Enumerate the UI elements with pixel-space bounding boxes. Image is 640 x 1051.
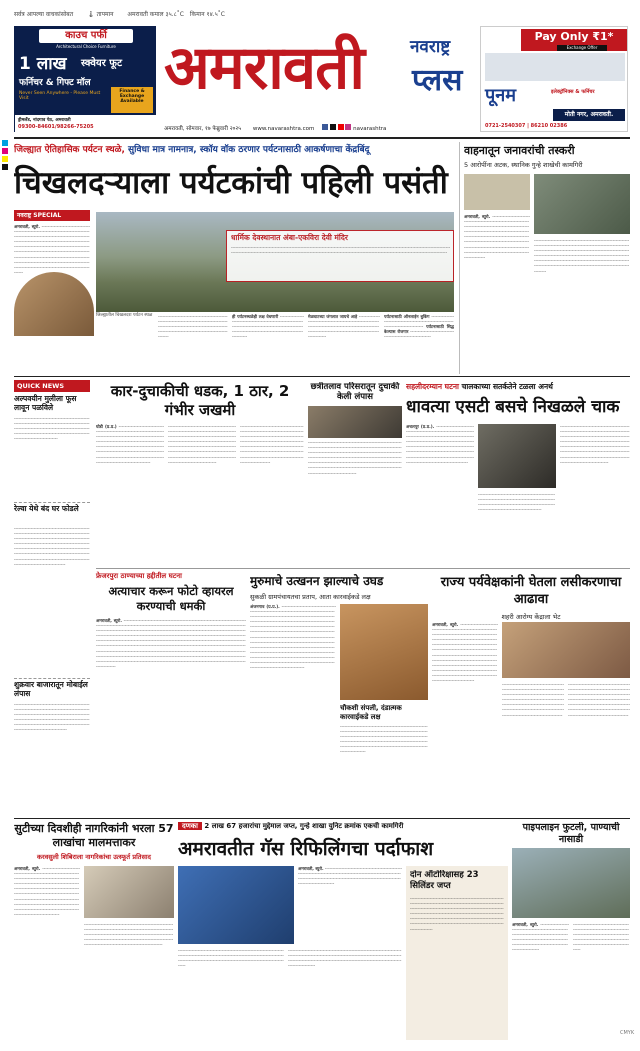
youtube-icon[interactable] (338, 124, 344, 130)
section-rule-3 (14, 818, 630, 819)
cmyk-registration-left (2, 140, 8, 172)
bus-story-body-col2: --------------------------------------------------------------------------------------------------------------------------------------------------------------------------------------------------- (478, 492, 556, 513)
bus-story-kicker: चालकाच्या सतर्कतेने टळला अनर्थ (461, 382, 553, 391)
murum-story-deck: सुकळी ग्रामपंचायतचा प्रताप, आता कारवाईकडे लक्ष (250, 593, 371, 601)
lead-sub3: पर्यटनासाठी ऑनलाईन बुकिंग (384, 314, 430, 319)
lead-body-col5: पर्यटनासाठी ऑनलाईन बुकिंग --------------------------------------------------------------------------------------- पर्यटनासाठी सिद्ध केल्यास रोजगार ------------------------------------------------------------ (384, 314, 454, 340)
right-top-photo-2 (534, 174, 630, 234)
masthead-dateline-bar (164, 124, 470, 133)
cyan-swatch (2, 140, 8, 146)
car-story-byline: घोडी (प्र.प्र.) (96, 424, 117, 429)
murum-story-body-col2: ------------------------------------------------------------------------------------------------------------------------------------------------------------------------------------------------------------------------------------------------------------------------------------------------------------------- (340, 724, 428, 755)
camp-story-photo (84, 866, 174, 918)
ad-left-big: 1 लाख (19, 54, 67, 74)
ad-left-tagline: Never Seen Anywhere - Please Must Visit (19, 91, 101, 101)
ad-right-brand-sub: इलेक्ट्रॉनिक्स & फर्निचर (551, 89, 595, 95)
section-rule-1 (14, 376, 630, 377)
murum-story-photo (340, 604, 428, 700)
lead-body-col2: ----------------------------------------------------------------------------------------------------------------------------------------------------------------------------------------------- (158, 314, 228, 340)
lead-body-col4: मेळघाटच्या जंगलात जायचे आहे ----------------------------------------------------------------------------------------------------------------------------------------------------------------------- (308, 314, 380, 340)
bus-story-headline[interactable]: धावत्या एसटी बसचे निखळले चाक (406, 397, 620, 417)
lead-byline: अमरावती, ब्युरो. (14, 224, 40, 229)
camp-story-body-col2: ------------------------------------------------------------------------------------------------------------------------------------------------------------------------------------------------------------------------------------------------------------------------------------------------ (84, 922, 174, 948)
right-top-body-col2: -------------------------------------------------------------------------------------------------------------------------------------------------------------------------------------------------------------------------------------------------------------------------------------------------------------------------------------------------------------------------------------------------- (534, 238, 630, 274)
lead-caption: जिल्ह्यातील चिखलदरा पर्यटन स्थळ (96, 313, 153, 318)
gas-story-label: दणका (178, 822, 202, 830)
ad-left-line: फर्निचर & गिफ्ट मॉल (19, 78, 91, 88)
lead-box-title: धार्मिक देवस्थानात अंबा-एकविरा देवी मंदिर (231, 233, 348, 242)
quick-news-item-3-title[interactable]: शुक्रवार बाजारातून मोबाईल लंपास (14, 680, 88, 698)
car-story-headline[interactable]: कार-दुचाकीची धडक, 1 ठार, 2 गंभीर जखमी (110, 382, 290, 419)
vaccine-story-body-col2: ---------------------------------------------------------------------------------------------------------------------------------------------------------------------------------------------------------------------------------------------------------------------------------------------- (502, 682, 564, 718)
bus-story-label: सहलीदरम्यान घटना (406, 382, 459, 391)
gas-story-body-col1: अमरावती, ब्युरो. ------------------------------------------------------------------------------------------------------------------------------------------------------------------------------------------------------------------- (298, 866, 402, 887)
car-story-body-col1: घोडी (प्र.प्र.) ------------------------------------------------------------------------------------------------------------------------------------------------------------------------------------------------------------------------------------------------------------------------------------------------------------------------------------------------ (96, 424, 164, 465)
lead-photo (96, 212, 454, 312)
bike-story-photo (308, 406, 402, 438)
quick-news-label: QUICK NEWS (14, 380, 90, 392)
murum-story-headline[interactable]: मुरुमाचे उत्खनन झाल्याचे उघड (250, 574, 384, 588)
gas-story-headline[interactable]: अमरावतीत गॅस रिफिलिंगचा पर्दाफाश (178, 838, 434, 860)
thermometer-icon: 🌡 (87, 11, 95, 18)
ad-left-brand: काउच पर्फी (39, 29, 133, 43)
quick-news-item-1-title[interactable]: अल्पवयीन मुलीला फूस लावून पळविले (14, 394, 77, 412)
gas-story-strap: 2 लाख 67 हजारांचा मुद्देमाल जप्त, गुन्हे शाखा युनिट क्रमांक एकची कामगिरी (204, 822, 404, 830)
lead-sub2: मेळघाटच्या जंगलात जायचे आहे (308, 314, 358, 319)
bus-story-body-col1: अचलपूर (प्र.प्र.). ------------------------------------------------------------------------------------------------------------------------------------------------------------------------------------------------------------------------------------------------------------------------------------------------------------------------------------------------ (406, 424, 474, 465)
bus-story-strap (406, 382, 630, 394)
bike-story-body: -------------------------------------------------------------------------------------------------------------------------------------------------------------------------------------------------------------------------------------------------------------------------------------------------------------------------------------------------------------------------------------------------------------------- (308, 440, 402, 476)
viral-story-byline: अमरावती, ब्युरो. (96, 618, 122, 623)
viral-story-kicker: फ्रेजरपुरा ठाण्याच्या हद्दीतील घटना (96, 572, 182, 580)
lead-headline[interactable]: चिखलदऱ्याला पर्यटकांची पहिली पसंती (14, 165, 448, 201)
cmyk-code: CMYK (620, 1030, 635, 1036)
ad-right[interactable] (480, 26, 628, 132)
masthead-rule (14, 137, 630, 139)
gas-story-byline: अमरावती, ब्युरो. (298, 866, 324, 871)
weather-min: किमान १४.५˚C (189, 11, 225, 18)
bus-story-byline: अचलपूर (प्र.प्र.). (406, 424, 435, 429)
right-top-byline: अमरावती, ब्युरो. (464, 214, 491, 219)
murum-story-body-col1: अंजनगाव (प्र.प्र.). ---------------------------------------------------------------------------------------------------------------------------------------------------------------------------------------------------------------------------------------------------------------------------------------------------------------------------------------------------------------------------------------------------------------------------------------------------------------------------------------------------------------------------------------------------------------------------------------------------------------------------------------------------------------------------------------------------------------- (250, 604, 336, 671)
lead-kicker (14, 142, 454, 158)
camp-story-headline[interactable]: सुटीच्या दिवशीही नागरिकांनी भरला 57 लाखांचा मालमत्ताकर (14, 822, 174, 849)
lead-kicker-red: जिल्ह्यात ऐतिहासिक पर्यटन स्थळे, (14, 145, 125, 155)
lead-special-label: नवराष्ट्र SPECIAL (14, 210, 90, 221)
gas-story-body-col2: ----------------------------------------------------------------------------------------------------------------------------------------------------------------------------------------------------------------------- (178, 948, 284, 969)
vaccine-story-body-col3: ---------------------------------------------------------------------------------------------------------------------------------------------------------------------------------------------------------------------------------------------------------------------------------------------- (568, 682, 630, 718)
vaccine-story-deck: शहरी आरोग्य केंद्राला भेट (501, 613, 561, 621)
bike-story-headline[interactable]: छत्रीतलाव परिसरातून दुचाकी केली लंपास (310, 382, 400, 402)
ad-right-products-image (485, 53, 625, 81)
masthead-social[interactable]: navarashtra (353, 126, 387, 132)
social-icons (322, 126, 353, 132)
ad-right-offer: Pay Only ₹1* (521, 29, 627, 51)
weather-label: तापमान (96, 11, 114, 18)
bus-story-photo (478, 424, 556, 488)
x-icon[interactable] (330, 124, 336, 130)
lead-body-col3: ही पर्यटनस्थळेही लक्ष वेधणारी ----------------------------------------------------------------------------------------------------------------------------------------------------------------------- (232, 314, 304, 340)
yellow-swatch (2, 156, 8, 162)
gas-story-strap-bar (178, 822, 508, 834)
vaccine-story-body-col1: अमरावती, ब्युरो. --------------------------------------------------------------------------------------------------------------------------------------------------------------------------------------------------------------------------------------------------------------------------------------------------------------------------------------------------------------------------------------------------------------------------------------------------------------------------------------------------- (432, 622, 498, 684)
camp-story-body-col1: अमरावती, ब्युरो. --------------------------------------------------------------------------------------------------------------------------------------------------------------------------------------------------------------------------------------------------------------------------------------------------------------------------------------------------------------------------------------------------------------- (14, 866, 80, 917)
quick-news-item-3-body: --------------------------------------------------------------------------------------------------------------------------------------------------------------------------------------------------------------------------------------------------------------------------------------------- (14, 702, 90, 733)
pipe-story-body-col1: अमरावती, ब्युरो. ----------------------------------------------------------------------------------------------------------------------------------------------------------------------------------------- (512, 922, 569, 953)
ad-left-footer (15, 115, 157, 133)
quick-news-divider-2 (14, 678, 90, 679)
car-story-body-col3: -------------------------------------------------------------------------------------------------------------------------------------------------------------------------------------------------------------------------------------------------------------------------------------------------------------------------- (240, 424, 304, 465)
pipe-story-photo (512, 848, 630, 918)
right-top-deck: 5 आरोपींना अटक, स्थानिक गुन्हे शाखेची कामगिरी (464, 161, 583, 169)
gas-story-photo (178, 866, 294, 944)
masthead-brand: नवराष्ट्र (410, 37, 451, 57)
quick-news-item-2-body: ------------------------------------------------------------------------------------------------------------------------------------------------------------------------------------------------------------------------------------------------------------------------------------------------------------------------------------------------------------------------------------------------ (14, 526, 90, 567)
ad-left[interactable] (14, 26, 156, 132)
gas-story-box (406, 866, 508, 1040)
masthead-plus: प्लस (412, 63, 463, 98)
black-swatch (2, 164, 8, 170)
ad-left-big2: स्क्वेयर फूट (81, 58, 123, 69)
right-top-body-col1: अमरावती, ब्युरो. ---------------------------------------------------------------------------------------------------------------------------------------------------------------------------------------------------------------------------------------------------------------------------------------------------------------------------------------------------- (464, 214, 530, 260)
col-divider (459, 142, 460, 374)
camp-story-byline: अमरावती, ब्युरो. (14, 866, 41, 871)
bus-story-body-col3: ------------------------------------------------------------------------------------------------------------------------------------------------------------------------------------------------------------------------------------------------------------------------------------------------------------------------------------------------------------------ (560, 424, 630, 465)
murum-story-byline: अंजनगाव (प्र.प्र.). (250, 604, 280, 609)
ad-right-brand: पूनम (485, 85, 516, 106)
quick-news-item-1-body: ------------------------------------------------------------------------------------------------------------------------------------------------------------------------------------------------------------------------------------- (14, 416, 90, 442)
quick-news-item-2-title[interactable]: रेल्वा येथे बंद घर फोडले (14, 504, 79, 513)
magenta-swatch (2, 148, 8, 154)
section-rule-2 (96, 568, 630, 569)
right-top-headline[interactable]: वाहनातून जनावरांची तस्करी (464, 144, 575, 157)
pipe-story-headline[interactable]: पाइपलाइन फुटली, पाण्याची नासाडी (522, 822, 620, 845)
lead-kicker-blue: सुविधा मात्र नामनात्र, स्कॉय वॉक ठरणार पर्यटनासाठी आकर्षणाचा केंद्रबिंदू (128, 145, 370, 155)
masthead-website[interactable]: www.navarashtra.com (252, 126, 315, 132)
camp-story-deck: करवसुली शिबिराला नागरिकांचा उत्स्फूर्त प्रतिसाद (36, 853, 151, 861)
weather-max: अमरावती कमाल ३५.८˚C (127, 11, 184, 18)
car-story-body-col2: ----------------------------------------------------------------------------------------------------------------------------------------------------------------------------------------------------------------------------------------------------------------------------------------------------------------------------------------------------------- (168, 424, 236, 465)
gas-story-box-title: दोन ऑटोरिक्षासह 23 सिलिंडर जप्त (410, 870, 479, 891)
ad-right-phone: 0721-2540307 | 86210 02386 (485, 123, 568, 129)
vaccine-story-photo (502, 622, 630, 678)
vaccine-story-headline[interactable]: राज्य पर्यवेक्षकांनी घेतला लसीकरणाचा आढावा (440, 575, 622, 607)
top-bar-left: सर्वत्र आपल्या वाचकांसोबत (14, 11, 74, 18)
ad-right-offer-sub: Exchange Offer (557, 45, 607, 51)
viral-story-headline[interactable]: अत्याचार करून फोटो व्हायरल करण्याची धमकी (108, 584, 234, 613)
masthead-dateline: अमरावती, सोमवार, १७ फेब्रुवारी २०२५ (164, 126, 242, 132)
ad-left-phone: 09300-84601/98266-75205 (18, 124, 94, 130)
masthead-title: अमरावती (164, 33, 364, 103)
lead-sub4: पर्यटनासाठी सिद्ध केल्यास रोजगार (384, 324, 454, 335)
facebook-icon[interactable] (322, 124, 328, 130)
instagram-icon[interactable] (345, 124, 351, 130)
viral-story-body: अमरावती, ब्युरो. ---------------------------------------------------------------------------------------------------------------------------------------------------------------------------------------------------------------------------------------------------------------------------------------------------------------------------------------------------------------------------------------------------------------------------------------------------------------------------------------------------------------------------------------------------------------------------------------------------------------------------------------------------------------------------------------------------------------------------------------------------------------------------------------------------------------------------------------------------------------------------------------------------------------------- (96, 618, 246, 669)
ad-left-brand-sub: Architectural Choice Furniture (56, 44, 116, 49)
gas-story-box-body: --------------------------------------------------------------------------------------------------------------------------------------------------------------------------------------------------------------------------------------------------------------------------------------------------------------------------------------------------------------------------------------------------- (410, 896, 504, 932)
ad-right-city: मोती नगर, अमरावती. (553, 109, 625, 121)
ad-left-address: ड्रीमलँड, नांदगाव पेठ, अमरावती (18, 118, 71, 123)
murum-story-sub: चौकशी संपली, दंडात्मक कारवाईकडे लक्ष (340, 704, 402, 721)
pipe-story-body-col2: ---------------------------------------------------------------------------------------------------------------------------------------------------------------------------------------------- (573, 922, 629, 953)
ad-left-finance-tag: Finance & Exchange Available (111, 87, 153, 113)
quick-news-divider-1 (14, 502, 90, 503)
lead-sub1: ही पर्यटनस्थळेही लक्ष वेधणारी (232, 314, 279, 319)
pipe-story-byline: अमरावती, ब्युरो. (512, 922, 539, 927)
lead-box-body: ------------------------------------------------------------------------------------------------------------------------------------------------------------------------------------------------------------------------------------------------------------------------------------------------ (231, 245, 451, 256)
gas-story-body-col3: --------------------------------------------------------------------------------------------------------------------------------------------------------------------------------------------------------------------------------------------------- (288, 948, 402, 969)
vaccine-story-byline: अमरावती, ब्युरो. (432, 622, 459, 627)
lead-body-col1: अमरावती, ब्युरो. ------------------------------------------------------------------------------------------------------------------------------------------------------------------------------------------------------------------------------------------------------------------------------------------------------------------------------------------------------------------------------------------------------------------------------------------------------ (14, 224, 90, 275)
right-top-photo-1 (464, 174, 530, 210)
lead-box (226, 230, 454, 282)
